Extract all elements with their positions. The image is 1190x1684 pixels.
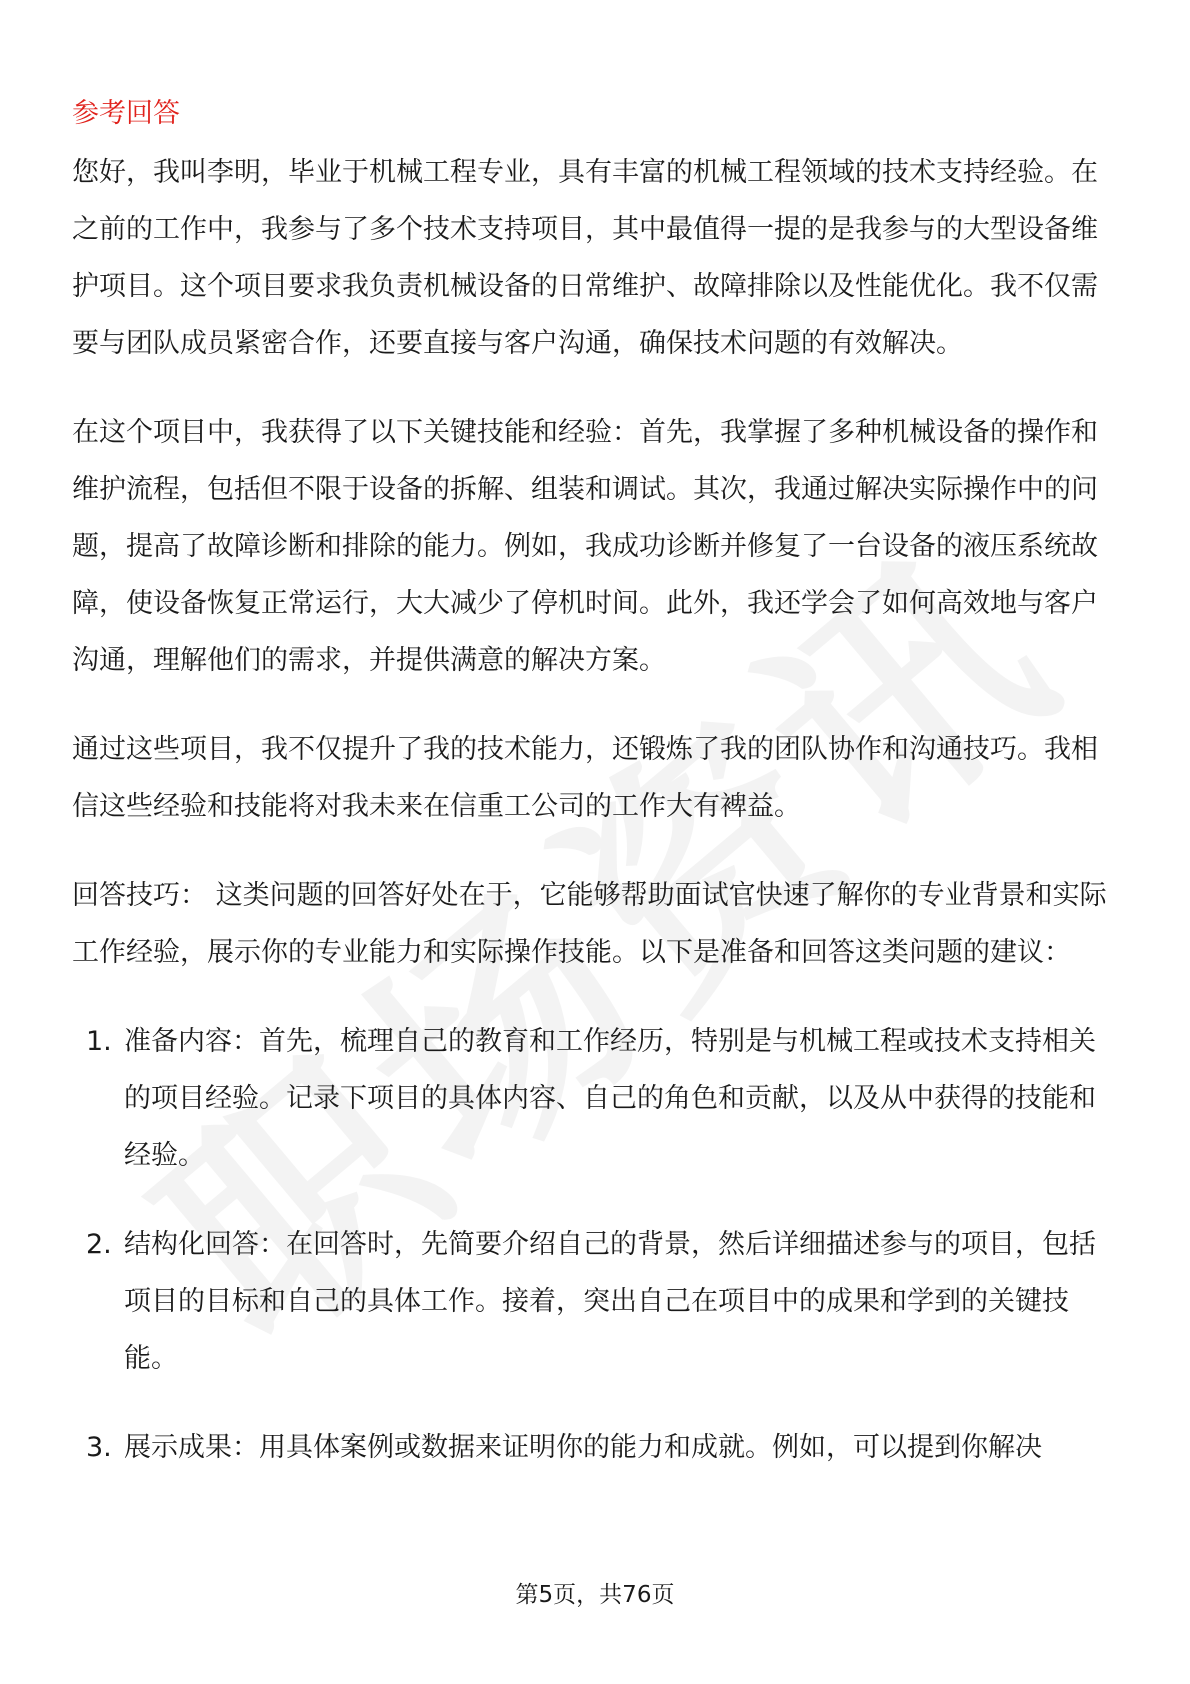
list-item [72, 1419, 1122, 1476]
list-item [72, 1216, 1122, 1387]
list-item-text: 准备内容：首先，梳理自己的教育和工作经历，特别是与机械工程或技术支持相关的项目经验。记录下项目的具体内容、自己的角色和贡献，以及从中获得的技能和经验。 [124, 1026, 1096, 1171]
list-item-text: 结构化回答：在回答时，先简要介绍自己的背景，然后详细描述参与的项目，包括项目的目标和自己的具体工作。接着，突出自己在项目中的成果和学到的关键技能。 [124, 1229, 1096, 1374]
list-item-number: 3. [86, 1432, 112, 1463]
list-item-number: 2. [86, 1229, 112, 1260]
paragraph-tips: 回答技巧： 这类问题的回答好处在于，它能够帮助面试官快速了解你的专业背景和实际工作经验，展示你的专业能力和实际操作技能。以下是准备和回答这类问题的建议： [72, 880, 1107, 968]
document-body [72, 86, 1122, 1508]
list-item-number: 1. [86, 1026, 112, 1057]
page-footer: 第5页，共76页 [515, 1582, 675, 1608]
list-item-text: 展示成果：用具体案例或数据来证明你的能力和成就。例如，可以提到你解决 [124, 1432, 1042, 1463]
paragraph-intro: 您好，我叫李明，毕业于机械工程专业，具有丰富的机械工程领域的技术支持经验。在之前的工作中，我参与了多个技术支持项目，其中最值得一提的是我参与的大型设备维护项目。这个项目要求我负责机械设备的日常维护、故障排除以及性能优化。我不仅需要与团队成员紧密合作，还要直接与客户沟通，确保技术问题的有效解决。 [72, 157, 1098, 359]
section-heading: 参考回答 [72, 98, 180, 129]
tips-list [72, 1013, 1122, 1476]
paragraph-summary: 通过这些项目，我不仅提升了我的技术能力，还锻炼了我的团队协作和沟通技巧。我相信这些经验和技能将对我未来在信重工公司的工作大有裨益。 [72, 734, 1098, 822]
list-item [72, 1013, 1122, 1184]
paragraph-skills: 在这个项目中，我获得了以下关键技能和经验：首先，我掌握了多种机械设备的操作和维护流程，包括但不限于设备的拆解、组装和调试。其次，我通过解决实际操作中的问题，提高了故障诊断和排除的能力。例如，我成功诊断并修复了一台设备的液压系统故障，使设备恢复正常运行，大大减少了停机时间。此外，我还学会了如何高效地与客户沟通，理解他们的需求，并提供满意的解决方案。 [72, 417, 1098, 676]
